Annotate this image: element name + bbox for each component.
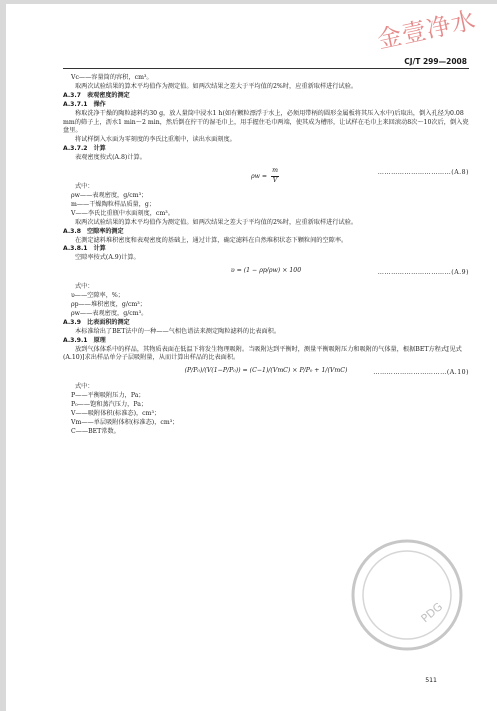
where-a9: 式中： (75, 283, 94, 291)
formula-a9 (63, 263, 469, 283)
page-number: 511 (425, 677, 437, 684)
definition-m: m——干燥陶粒样品质量，g； (71, 200, 156, 208)
definition-vm: Vm——单层吸附体积(标准态)，cm³； (71, 419, 179, 426)
formula-a10-expression: (P/P₀)/(V(1−P/P₀)) = (C−1)/(VmC) × P/P₀ + 1/(VmC) (184, 367, 348, 375)
formula-a8-lhs: ρw = (251, 172, 268, 180)
formula-a9-expression: υ = (1 − ρp/ρw) × 100 (230, 267, 302, 275)
heading-a372: A.3.7.2 计算 (63, 145, 106, 153)
void-intro: 在测定滤料堆积密度和表观密度的基础上，通过计算，确定滤料在自然堆积状态下颗粒间的空隙率。 (75, 236, 348, 244)
formula-a8-denominator: V (272, 176, 278, 184)
definition-vv: V——吸附体积(标准态)，cm³； (71, 410, 161, 418)
standard-code: CJ/T 299—2008 (404, 57, 467, 66)
definition-c: C——BET常数。 (71, 427, 120, 435)
heading-a391: A.3.9.1 原理 (63, 336, 106, 344)
heading-a37: A.3.7 表观密度的测定 (63, 91, 130, 99)
header-rule (63, 68, 469, 69)
where-a8: 式中： (75, 183, 94, 191)
definition-p0: P₀——饱和蒸汽压力，Pa； (71, 401, 148, 409)
formula-a10-number: ……………………………(A.10) (373, 369, 469, 377)
pdg-stamp (347, 535, 467, 655)
definition-pw2: ρw——表观密度，g/cm³。 (71, 309, 148, 317)
formula-a8-fraction (271, 167, 279, 186)
average-note-a: 取两次试验结果的算术平均值作为测定值。如两次结果之差大于平均值的2%时，应重新取样进行试验。 (75, 82, 358, 90)
operation-text-2: 将试样倒入水面为零刻度的李氏比重瓶中，读出水面刻度。 (75, 136, 236, 144)
heading-a38: A.3.8 空隙率的测定 (63, 227, 124, 235)
void-calc: 空隙率按式(A.9)计算。 (75, 254, 140, 262)
average-note-b: 取两次试验结果的算术平均值作为测定值。如两次结果之差大于平均值的2%时，应重新取样进行试验。 (75, 218, 358, 226)
calc-intro: 表观密度按式(A.8)计算。 (75, 154, 146, 162)
pdg-stamp-inner-ring (363, 551, 451, 639)
heading-a371: A.3.7.1 操作 (63, 100, 106, 108)
definition-pw: ρw——表观密度，g/cm³； (71, 191, 148, 199)
scan-edge-left (0, 0, 6, 711)
definition-pp: ρp——堆积密度，g/cm³； (71, 301, 146, 309)
watermark-text: 金壹净水 (374, 5, 479, 55)
formula-a8-number: ……………………………(A.8) (377, 169, 469, 177)
bet-intro: 本标准给出了BET法中的一种——气相色谱法来测定陶粒滤料的比表面积。 (75, 327, 281, 335)
page-content (63, 74, 469, 437)
scan-edge-top (6, 0, 497, 4)
heading-a381: A.3.8.1 计算 (63, 245, 106, 253)
heading-a39: A.3.9 比表面积的测定 (63, 318, 130, 326)
definition-p: P——平衡吸附压力，Pa； (71, 392, 145, 400)
definition-u: υ——空隙率，%； (71, 292, 124, 300)
principle-text: 放到气体体系中的样品，其物质表面在低温下将发生物理吸附。当吸附达到平衡时，测量平衡吸附压力和吸附的气体量，根据BET方程式[见式(A.10)]求出样品单分子层吸附量，从而计算出样品的比表面积。 (63, 345, 462, 362)
pdg-stamp-ring (353, 541, 461, 649)
watermark-logo (374, 5, 479, 58)
formula-a10 (63, 363, 469, 383)
definition-v: V——李氏比重瓶中水面刻度，cm³。 (71, 209, 174, 217)
where-a10: 式中： (75, 383, 94, 391)
definition-vc: Vc——容量筒的容积，cm³。 (71, 74, 153, 81)
pdg-stamp-text: PDG (418, 600, 446, 626)
formula-a8-numerator: m (271, 167, 279, 177)
operation-text: 称取洗净干燥的陶粒滤料约30 g，放人量筒中浸水1 h(如有颗粒漂浮于水上，必须用带柄的圆形金属板将其压入水中)后取出，倒入孔径为0.08 mm的筛子上，沥水1 min～2 min，然后倒在拧干的湿毛巾上，用手握住毛巾两端，使其成为槽形，让试样在毛巾上来回滚动8次～10次后，倒入瓷盘里。 (63, 109, 469, 135)
formula-a8 (63, 163, 469, 183)
formula-a9-number: ……………………………(A.9) (377, 269, 469, 277)
